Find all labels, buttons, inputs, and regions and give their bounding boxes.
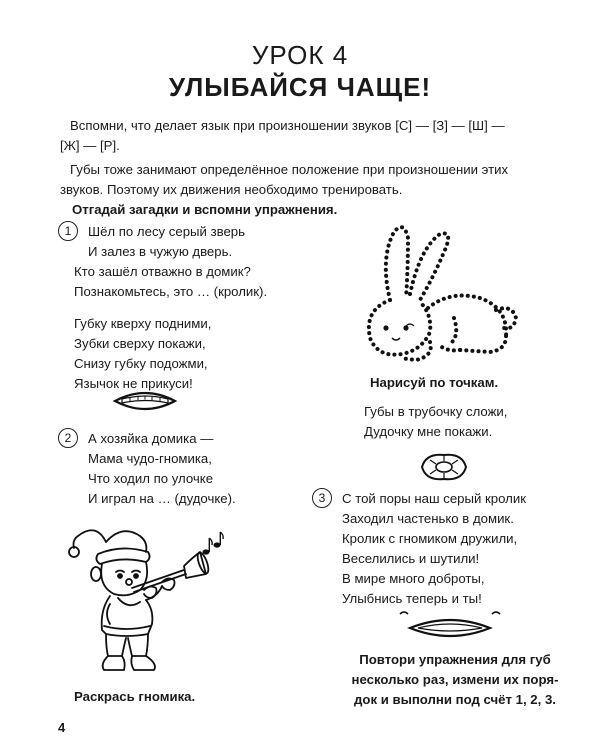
lesson-number: УРОК 4 xyxy=(251,40,349,70)
intro-line: Вспомни, что делает язык при произношении звуков [С] — [З] — [Ш] — xyxy=(70,118,505,133)
intro-line: звуков. Поэтому их движения необходимо тренировать. xyxy=(60,182,403,197)
verse-line: Улыбнись теперь и ты! xyxy=(342,591,482,606)
intro-paragraph-2 xyxy=(60,160,560,200)
number-circle-1: 1 xyxy=(58,221,78,241)
verse-line: Веселились и шутили! xyxy=(342,551,480,566)
verse-line: В мире много доброты, xyxy=(342,571,485,586)
riddle-line: Что ходил по улочке xyxy=(88,471,214,486)
riddle-line: И залез в чужую дверь. xyxy=(88,244,233,259)
instruction-line: док и выполни под счёт 1, 2, 3. xyxy=(354,692,556,707)
exercise-line: Дудочку мне покажи. xyxy=(364,424,493,439)
wide-smile-icon xyxy=(398,606,502,646)
riddle-line: Шёл по лесу серый зверь xyxy=(88,224,246,239)
intro-line: [Ж] — [Р]. xyxy=(60,138,120,153)
exercise-line: Язычок не прикуси! xyxy=(74,376,193,391)
exercise-line: Снизу губку подожми, xyxy=(74,356,208,371)
gnome-caption: Раскрась гномика. xyxy=(74,689,196,704)
exercise-1 xyxy=(74,314,211,394)
intro-paragraph-1 xyxy=(60,116,560,156)
riddle-1 xyxy=(74,222,268,302)
verse-3 xyxy=(342,489,526,609)
intro-line: Губы тоже занимают определённое положение при произношении этих xyxy=(70,162,509,177)
verse-line: С той поры наш серый кролик xyxy=(342,491,527,506)
riddle-line: И играл на … (дудочке). xyxy=(88,491,236,506)
riddle-line: Мама чудо-гномика, xyxy=(88,451,212,466)
bunny-caption: Нарисуй по точкам. xyxy=(370,375,499,390)
riddle-2 xyxy=(88,429,236,509)
number-circle-2: 2 xyxy=(58,428,78,448)
exercise-line: Губку кверху подними, xyxy=(74,316,212,331)
bunny-face-icon xyxy=(350,218,530,368)
lesson-title: УЛЫБАЙСЯ ЧАЩЕ! xyxy=(168,72,432,102)
riddle-line: Кто зашёл отважно в домик? xyxy=(74,264,251,279)
exercise-line: Губы в трубочку сложи, xyxy=(364,404,508,419)
number-circle-3: 3 xyxy=(312,488,332,508)
verse-line: Заходил частенько в домик. xyxy=(342,511,514,526)
riddle-line: Познакомьтесь, это … (кролик). xyxy=(74,284,268,299)
page-number: 4 xyxy=(58,720,66,735)
instruction-line: несколько раз, измени их поря- xyxy=(351,672,559,687)
repeat-instruction xyxy=(325,650,585,710)
exercise-2 xyxy=(364,402,507,442)
instruction-line: Повтори упражнения для губ xyxy=(359,652,551,667)
verse-line: Кролик с гномиком дружили, xyxy=(342,531,518,546)
exercise-line: Зубки сверху покажи, xyxy=(74,336,206,351)
task-heading: Отгадай загадки и вспомни упражнения. xyxy=(72,202,338,217)
smile-top-teeth-icon xyxy=(112,387,178,417)
riddle-line: А хозяйка домика — xyxy=(88,431,214,446)
pursed-lips-icon xyxy=(418,450,470,484)
music-notes-icon xyxy=(200,530,226,558)
